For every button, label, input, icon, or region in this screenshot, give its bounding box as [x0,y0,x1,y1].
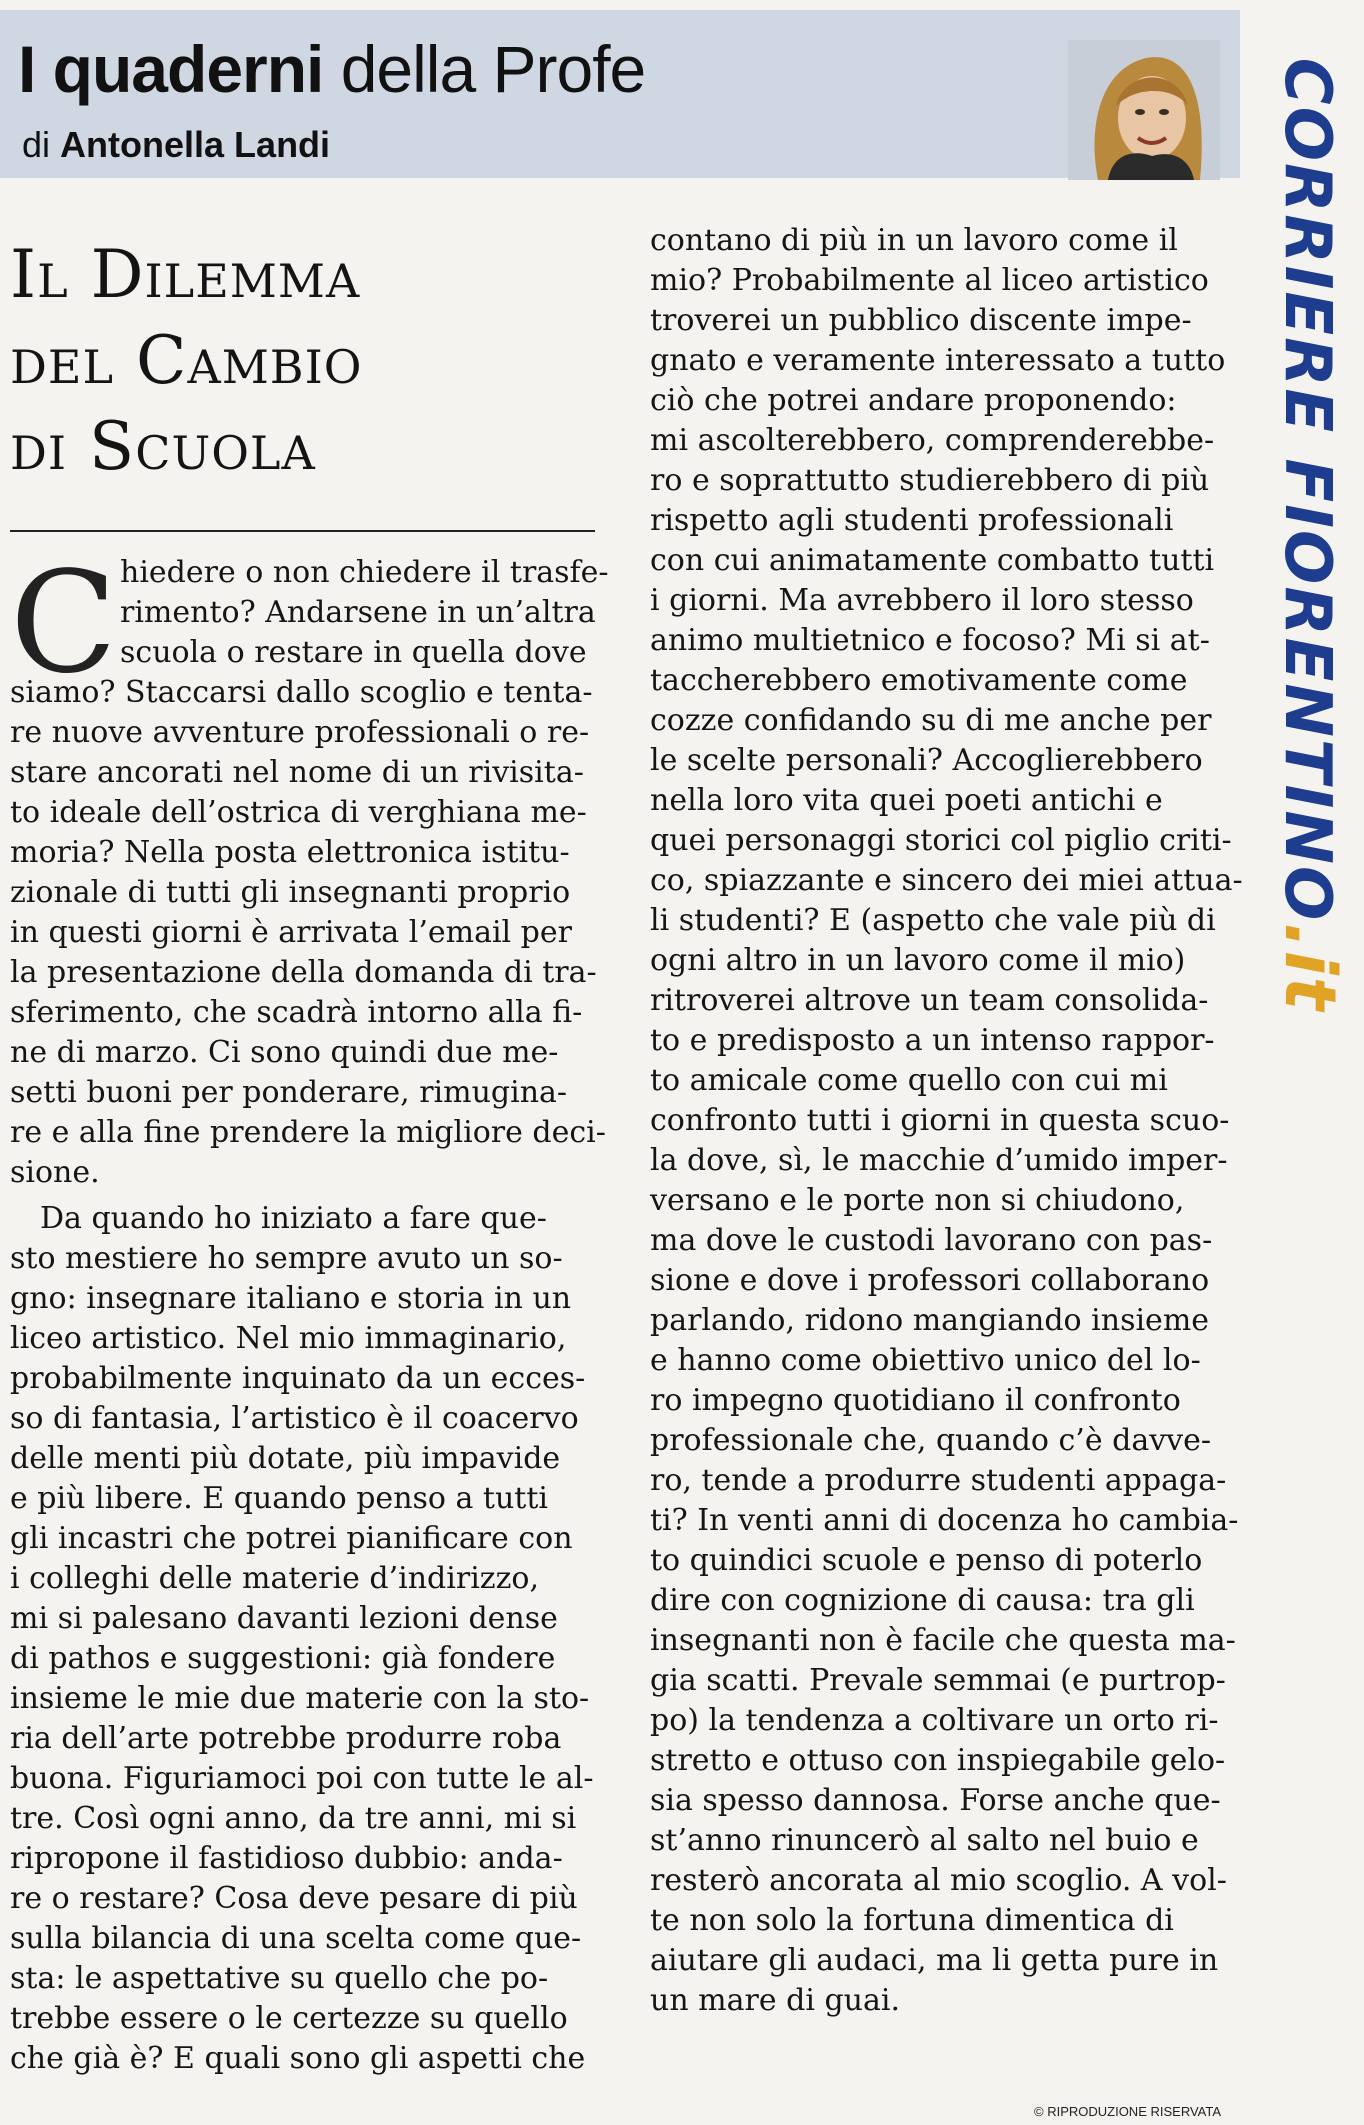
body-text-line: ne di marzo. Ci sono quindi due me- [10,1035,559,1070]
body-text-line: po) la tendenza a coltivare un orto ri- [650,1703,1219,1738]
brand-name: CORRIERE FIORENTINO [1270,57,1344,923]
body-text-line: ro impegno quotidiano il confronto [650,1383,1181,1418]
body-text-line: gno: insegnare italiano e storia in un [10,1281,572,1316]
body-text-line: i giorni. Ma avrebbero il loro stesso [650,583,1194,618]
body-text-line: ro e soprattutto studierebbero di più [650,463,1210,498]
body-text-line: co, spiazzante e sincero dei miei attua- [650,863,1243,898]
body-text-line: stretto e ottuso con inspiegabile gelo- [650,1743,1226,1778]
column-title-rest: della Profe [340,32,646,106]
body-text-line: la presentazione della domanda di tra- [10,955,597,990]
article-headline [10,232,610,490]
body-text-line: ogni altro in un lavoro come il mio) [650,943,1186,978]
author-name: Antonella Landi [60,124,331,165]
headline-line: Il Dilemma [10,236,361,313]
body-text-line: re e alla fine prendere la migliore deci- [10,1115,606,1150]
body-text-line: resterò ancorata al mio scoglio. A vol- [650,1863,1227,1898]
body-text-line: ria dell’arte potrebbe produrre roba [10,1721,562,1756]
body-text-line: la dove, sì, le macchie d’umido imper- [650,1143,1228,1178]
body-text-line: li studenti? E (aspetto che vale più di [650,903,1216,938]
body-text-line: in questi giorni è arrivata l’email per [10,915,572,950]
headline-line: del Cambio [10,322,363,399]
body-text-line: dire con cognizione di causa: tra gli [650,1583,1195,1618]
body-text-line: animo multietnico e focoso? Mi si at- [650,623,1210,658]
headline-divider [10,530,595,532]
byline [22,122,330,168]
body-text-line: di pathos e suggestioni: già fondere [10,1641,556,1676]
body-text-line: ciò che potrei andare proponendo: [650,383,1177,418]
body-text-line: insieme le mie due materie con la sto- [10,1681,590,1716]
drop-cap: C [10,542,118,705]
body-text-line: cozze confidando su di me anche per [650,703,1212,738]
copyright-note: © RIPRODUZIONE RISERVATA [1034,2104,1222,2119]
body-text-line: Da quando ho iniziato a fare que- [40,1201,547,1236]
column-header [0,10,1240,178]
body-text-line: confronto tutti i giorni in questa scuo- [650,1103,1230,1138]
body-text-line: insegnanti non è facile che questa ma- [650,1623,1236,1658]
body-text-line: te non solo la fortuna dimentica di [650,1903,1174,1938]
body-text-line: so di fantasia, l’artistico è il coacervo [10,1401,579,1436]
body-text-line: ti? In venti anni di docenza ho cambia- [650,1503,1239,1538]
body-text-line: gli incastri che potrei pianificare con [10,1521,573,1556]
body-text-line: st’anno rinuncerò al salto nel buio e [650,1823,1199,1858]
body-text-line: to quindici scuole e penso di poterlo [650,1543,1203,1578]
body-text-line: setti buoni per ponderare, rimugina- [10,1075,568,1110]
body-text-line: sferimento, che scadrà intorno alla fi- [10,995,583,1030]
body-text-line: ripropone il fastidioso dubbio: anda- [10,1841,563,1876]
body-text-line: buona. Figuriamoci poi con tutte le al- [10,1761,594,1796]
body-text-line: probabilmente inquinato da un ecces- [10,1361,586,1396]
body-text-line: mio? Probabilmente al liceo artistico [650,263,1209,298]
brand-suffix: .it [1269,922,1351,1013]
body-text-line: to e predisposto a un intenso rappor- [650,1023,1215,1058]
body-text-line: sto mestiere ho sempre avuto un so- [10,1241,563,1276]
body-text-line: quei personaggi storici col piglio criti- [650,823,1232,858]
author-portrait-icon [1068,40,1220,180]
body-text-line: parlando, ridono mangiando insieme [650,1303,1210,1338]
body-text-line: re o restare? Cosa deve pesare di più [10,1881,578,1916]
body-text-line: tre. Così ogni anno, da tre anni, mi si [10,1801,577,1836]
body-text-line: moria? Nella posta elettronica istitu- [10,835,570,870]
body-text-line: hiedere o non chiedere il trasfe- [120,555,609,590]
body-text-line: e hanno come obiettivo unico del lo- [650,1343,1201,1378]
body-text-line: professionale che, quando c’è davve- [650,1423,1211,1458]
body-text-line: liceo artistico. Nel mio immaginario, [10,1321,567,1356]
body-text-line: mi si palesano davanti lezioni dense [10,1601,558,1636]
body-text-line: taccherebbero emotivamente come [650,663,1188,698]
author-photo [1068,40,1220,180]
body-text-line: rispetto agli studenti professionali [650,503,1174,538]
body-text-line: nella loro vita quei poeti antichi e [650,783,1163,818]
body-text-line: scuola o restare in quella dove [120,635,587,670]
body-text-line: stare ancorati nel nome di un rivisita- [10,755,584,790]
body-text-line: sione e dove i professori collaborano [650,1263,1210,1298]
byline-prefix: di [22,124,51,165]
body-text-line: delle menti più dotate, più impavide [10,1441,561,1476]
body-text-line: sione. [10,1155,100,1190]
headline-line: di Scuola [10,408,316,485]
body-text-line: contano di più in un lavoro come il [650,223,1178,258]
body-text-line: ma dove le custodi lavorano con pas- [650,1223,1213,1258]
body-text-line: ro, tende a produrre studenti appaga- [650,1463,1227,1498]
body-text-line: to ideale dell’ostrica di verghiana me- [10,795,587,830]
body-text-line: troverei un pubblico discente impe- [650,303,1192,338]
body-text-line: con cui animatamente combatto tutti [650,543,1215,578]
body-text-line: sulla bilancia di una scelta come que- [10,1921,582,1956]
body-text-line: ritroverei altrove un team consolida- [650,983,1209,1018]
body-text-line: siamo? Staccarsi dallo scoglio e tenta- [10,675,593,710]
newspaper-brand [1262,10,1358,1060]
body-text-line: mi ascolterebbero, comprenderebbe- [650,423,1215,458]
body-text-line: versano e le porte non si chiudono, [650,1183,1185,1218]
body-text-line: sta: le aspettative su quello che po- [10,1961,549,1996]
body-text-line: che già è? E quali sono gli aspetti che [10,2041,586,2076]
body-text-line: gia scatti. Prevale semmai (e purtrop- [650,1663,1226,1698]
body-text-line: le scelte personali? Accoglierebbero [650,743,1203,778]
column-title-bold: I quaderni [18,32,324,106]
body-text-line: to amicale come quello con cui mi [650,1063,1168,1098]
body-text-line: un mare di guai. [650,1983,901,2018]
body-text-line: zionale di tutti gli insegnanti proprio [10,875,571,910]
body-text-line: e più libere. E quando penso a tutti [10,1481,549,1516]
body-text-line: sia spesso dannosa. Forse anche que- [650,1783,1221,1818]
body-text-line: rimento? Andarsene in un’altra [120,595,596,630]
column-title [18,32,645,106]
brand-logo [1269,58,1351,1013]
body-text-line: gnato e veramente interessato a tutto [650,343,1226,378]
body-text-line: i colleghi delle materie d’indirizzo, [10,1561,539,1596]
body-text-line: re nuove avventure professionali o re- [10,715,590,750]
body-text-line: trebbe essere o le certezze su quello [10,2001,568,2036]
body-text-line: aiutare gli audaci, ma li getta pure in [650,1943,1219,1978]
